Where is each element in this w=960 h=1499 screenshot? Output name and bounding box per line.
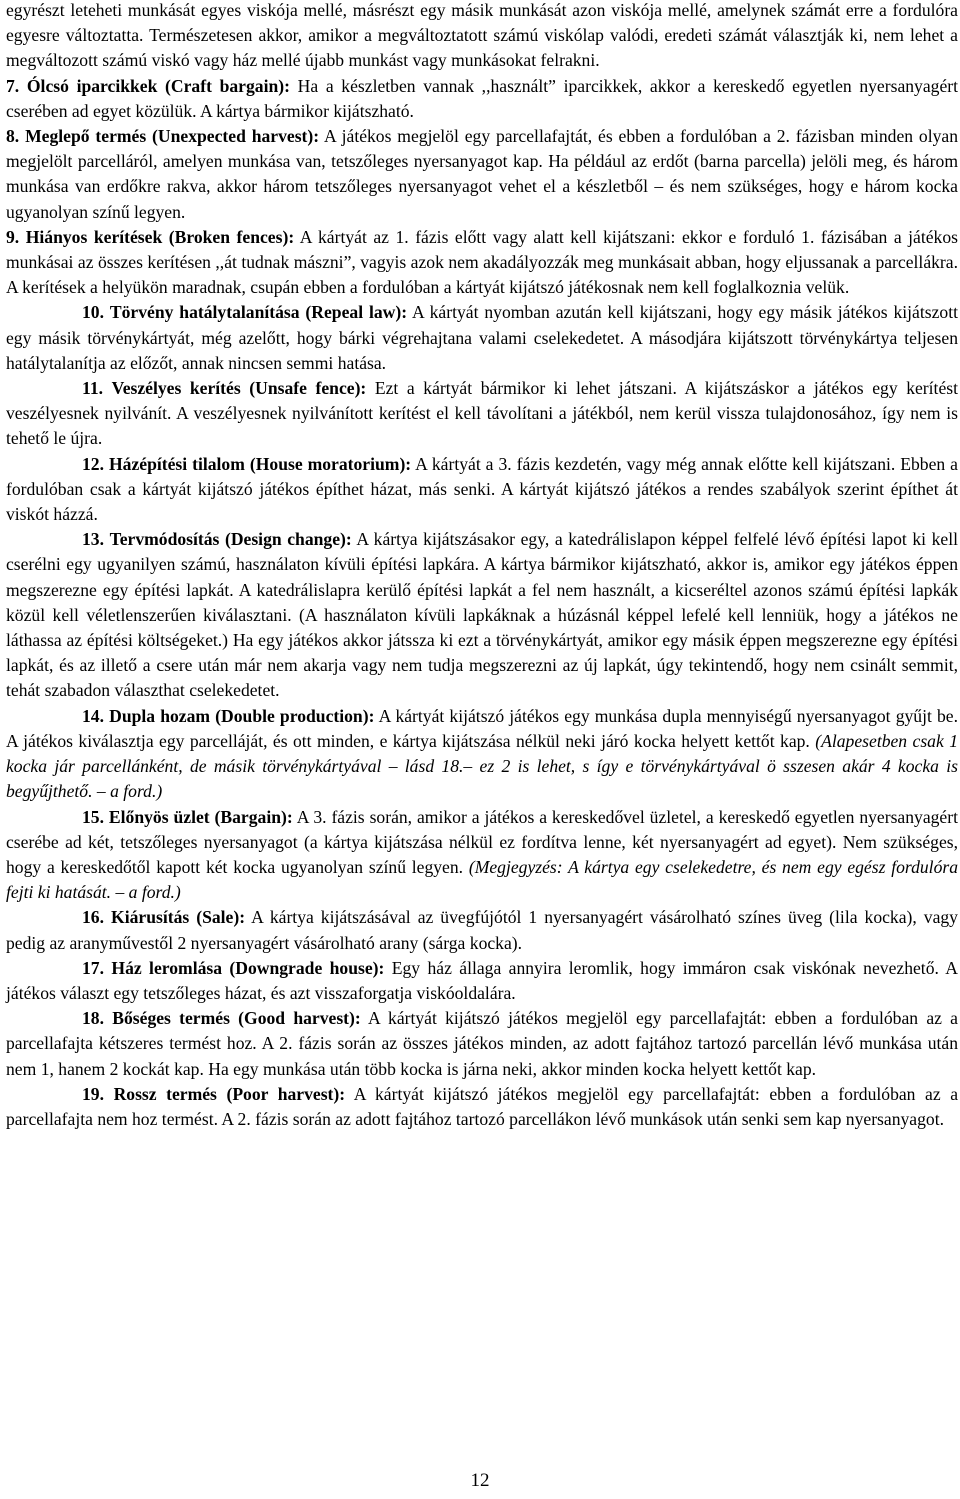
rule-body: A kártya kijátszásakor egy, a katedrálislapon képpel felfelé lévő építési lapot ki kell cserélni egy ugyanilyen számú, használaton kívüli építési lapkára. A kártya bármikor kijátszható, akkor is, amikor egy játékos éppen megszerezne egy építési lapkát. A katedrálislapra kerülő építési lapkát a fel nem használt, a kicseréltel azonos számú építési lapkák közül kell véletlenszerűen kiválasztani. (A használaton kívüli lapkáknak a húzásnál képpel lefelé kell lenniük, hogy a játékos ne láthassa az építési költségeket.) Ha egy játékos akkor játssza ki ezt a törvénykártyát, amikor egy másik éppen megszerezne egy építési lapkát, és az illető a csere után már nem akarja vagy nem tudja megszerezni az új lapkát, úgy tekintendő, hogy nem csinált semmit, tehát szabadon választhat cselekedetet. <box>6 529 958 701</box>
paragraph-rule-15 <box>6 805 958 906</box>
rule-number: 15. <box>82 806 104 827</box>
rule-body: A játékos megjelöl egy parcellafajtát, és ebben a fordulóban a 2. fázisban minden olyan megjelölt parcelláról, amelyen munkása van, tetszőleges nyersanyagot kap. Ha például az erdőt (barna parcella) jelöli meg, és három munkása van erdőkre rakva, akkor három tetszőleges nyersanyagot vehet el a készletből – és nem szükséges, hogy e három kocka ugyanolyan színű legyen. <box>6 126 958 222</box>
rule-body: A kártyát a 3. fázis kezdetén, vagy még annak előtte kell kijátszani. Ebben a fordulóban csak a kártyát kijátszó játékos építhet házat, más senki. A kártyát kijátszó játékos a rendes szabályok szerint építhet át viskót házzá. <box>6 453 958 525</box>
paragraph-rule-12 <box>6 452 958 528</box>
rule-body: A kártyát nyomban azután kell kijátszani, hogy egy másik játékos kijátszott egy másik törvénykártyát, még azelőtt, hogy bárki végrehajtana valami cselekedetet. A másodjára kijátszott törvénykártya teljesen hatálytalanítja az előzőt, annak nincsen semmi hatása. <box>6 302 958 373</box>
paragraph-rule-7 <box>6 74 958 124</box>
rule-number: 9. <box>6 226 20 247</box>
rule-body: Ha a készletben vannak ,,használt” iparcikkek, akkor a kereskedő egyetlen nyersanyagért cserében ad egyet közülük. A kártya bármikor kijátszható. <box>6 75 959 121</box>
rule-number: 7. <box>6 75 20 96</box>
rule-heading: Előnyös üzlet (Bargain): <box>108 806 293 827</box>
rule-heading: Házépítési tilalom (House moratorium): <box>108 453 412 474</box>
paragraph-rule-19 <box>6 1082 958 1132</box>
rule-heading: Bőséges termés (Good harvest): <box>112 1008 361 1029</box>
rule-heading: Rossz termés (Poor harvest): <box>113 1083 346 1104</box>
paragraph-rule-14 <box>6 704 958 805</box>
paragraph-continuation <box>6 0 958 74</box>
paragraph-rule-16 <box>6 905 958 955</box>
rule-body: A kártyát kijátszó játékos egy munkása dupla mennyiségű nyersanyagot gyűjt be. A játékos kiválasztja egy parcelláját, és ott minden, e kártya kijátszása nélkül neki járó kocka helyett kettőt kap. <box>6 705 958 751</box>
rule-heading: Dupla hozam (Double production): <box>109 705 375 726</box>
rule-number: 17. <box>82 957 104 978</box>
rule-number: 8. <box>6 126 20 147</box>
rule-heading: Veszélyes kerítés (Unsafe fence): <box>111 378 367 399</box>
rule-heading: Ház leromlása (Downgrade house): <box>111 957 385 978</box>
rule-number: 10. <box>82 302 104 323</box>
rule-body: A kártyát kijátszó játékos megjelöl egy parcellafajtát: ebben a fordulóban az a parcellafajta kétszeres termést hoz. A 2. fázis során az összes játékos minden, az adott fajtához tartozó parcellán lévő munkása után nem 1, hanem 2 kockát kap. Ha egy munkása után több kocka is járna neki, akkor minden kocka helyett kettőt kap. <box>6 1008 958 1079</box>
rule-heading: Ólcsó iparcikkek (Craft bargain): <box>26 75 290 96</box>
paragraph-rule-9 <box>6 225 958 301</box>
page-number: 12 <box>470 1470 490 1491</box>
rule-number: 18. <box>82 1008 104 1029</box>
rule-heading: Meglepő termés (Unexpected harvest): <box>25 126 320 147</box>
paragraph-rule-18 <box>6 1006 958 1082</box>
rule-number: 12. <box>82 453 104 474</box>
rule-body: A 3. fázis során, amikor a játékos a kereskedővel üzletel, a kereskedő egyetlen nyersanyagért cserébe ad két, tetszőleges nyersanyagot (a kártya kijátszása nélkül ez fordítva lenne, két nyersanyagért ad egyet). Nem szükséges, hogy a kereskedőtől kapott két kocka ugyanolyan színű legyen. <box>6 806 958 877</box>
rule-number: 19. <box>82 1083 104 1104</box>
rule-heading: Hiányos kerítések (Broken fences): <box>25 226 295 247</box>
translator-note: (Megjegyzés: A kártya egy cselekedetre, és nem egy egész fordulóra fejti ki hatását. – a ford.) <box>6 856 959 903</box>
rule-body: A kártyát kijátszó játékos megjelöl egy parcellafajtát: ebben a fordulóban az a parcellafajta nem hoz termést. A 2. fázis során az adott fajtához tartozó parcellákon lévő munkások után senki sem kap nyersanyagot. <box>6 1083 959 1129</box>
paragraph-body: egyrészt leteheti munkását egyes viskója mellé, másrészt egy másik munkását azon viskója mellé, amelynek számát erre a fordulóra egyesre változtatta. Természetesen akkor, amikor a megváltoztatott számú viskólap valódi, eredeti számát választják ki, nem lehet a megváltozott számú viskó vagy ház mellé újabb munkást vagy munkásokat felrakni. <box>6 0 958 71</box>
rule-number: 11. <box>82 378 104 399</box>
rule-body: Egy ház állaga annyira leromlik, hogy immáron csak viskónak nevezhető. A játékos választ egy tetszőleges házat, és azt visszaforgatja viskóoldalára. <box>6 957 959 1003</box>
paragraph-rule-10 <box>6 300 958 376</box>
rule-body: A kártya kijátszásával az üvegfújótól 1 nyersanyagért vásárolható színes üveg (lila kocka), vagy pedig az aranyművestől 2 nyersanyagért vásárolható arany (sárga kocka). <box>6 907 958 953</box>
rule-heading: Kiárusítás (Sale): <box>111 907 246 928</box>
paragraph-rule-13 <box>6 527 958 703</box>
paragraph-rule-17 <box>6 956 958 1006</box>
document-page <box>6 0 958 1132</box>
rule-number: 14. <box>82 705 104 726</box>
rule-heading: Tervmódosítás (Design change): <box>109 529 352 550</box>
rule-number: 16. <box>82 907 104 928</box>
translator-note: (Alapesetben csak 1 kocka jár parcellánként, de másik törvénykártyával – lásd 18.– ez 2 is lehet, s így e törvénykártyával ö sszesen akár 4 kocka is begyűjthető. – a ford.) <box>6 730 958 802</box>
rule-number: 13. <box>82 529 104 550</box>
rule-body: Ezt a kártyát bármikor ki lehet játszani. A kijátszáskor a játékos egy kerítést veszélyesnek nyilvánít. A veszélyesnek nyilvánított kerítést el kell távolítani a játékból, nem kerül vissza tulajdonosához, így nem is tehető le újra. <box>6 378 958 449</box>
rule-body: A kártyát az 1. fázis előtt vagy alatt kell kijátszani: ekkor e forduló 1. fázisában a játékos munkásai az összes kerítésen ,,át tudnak mászni”, vagyis azok nem akadályozzák meg munkásait abban, hogy eljussanak a parcellákra. A kerítések a helyükön maradnak, csupán ebben a fordulóban a kártyát kijátszó játékosnak nem kell foglalkoznia velük. <box>6 226 958 298</box>
rule-heading: Törvény hatálytalanítása (Repeal law): <box>109 302 408 323</box>
paragraph-rule-8 <box>6 124 958 225</box>
paragraph-rule-11 <box>6 376 958 452</box>
